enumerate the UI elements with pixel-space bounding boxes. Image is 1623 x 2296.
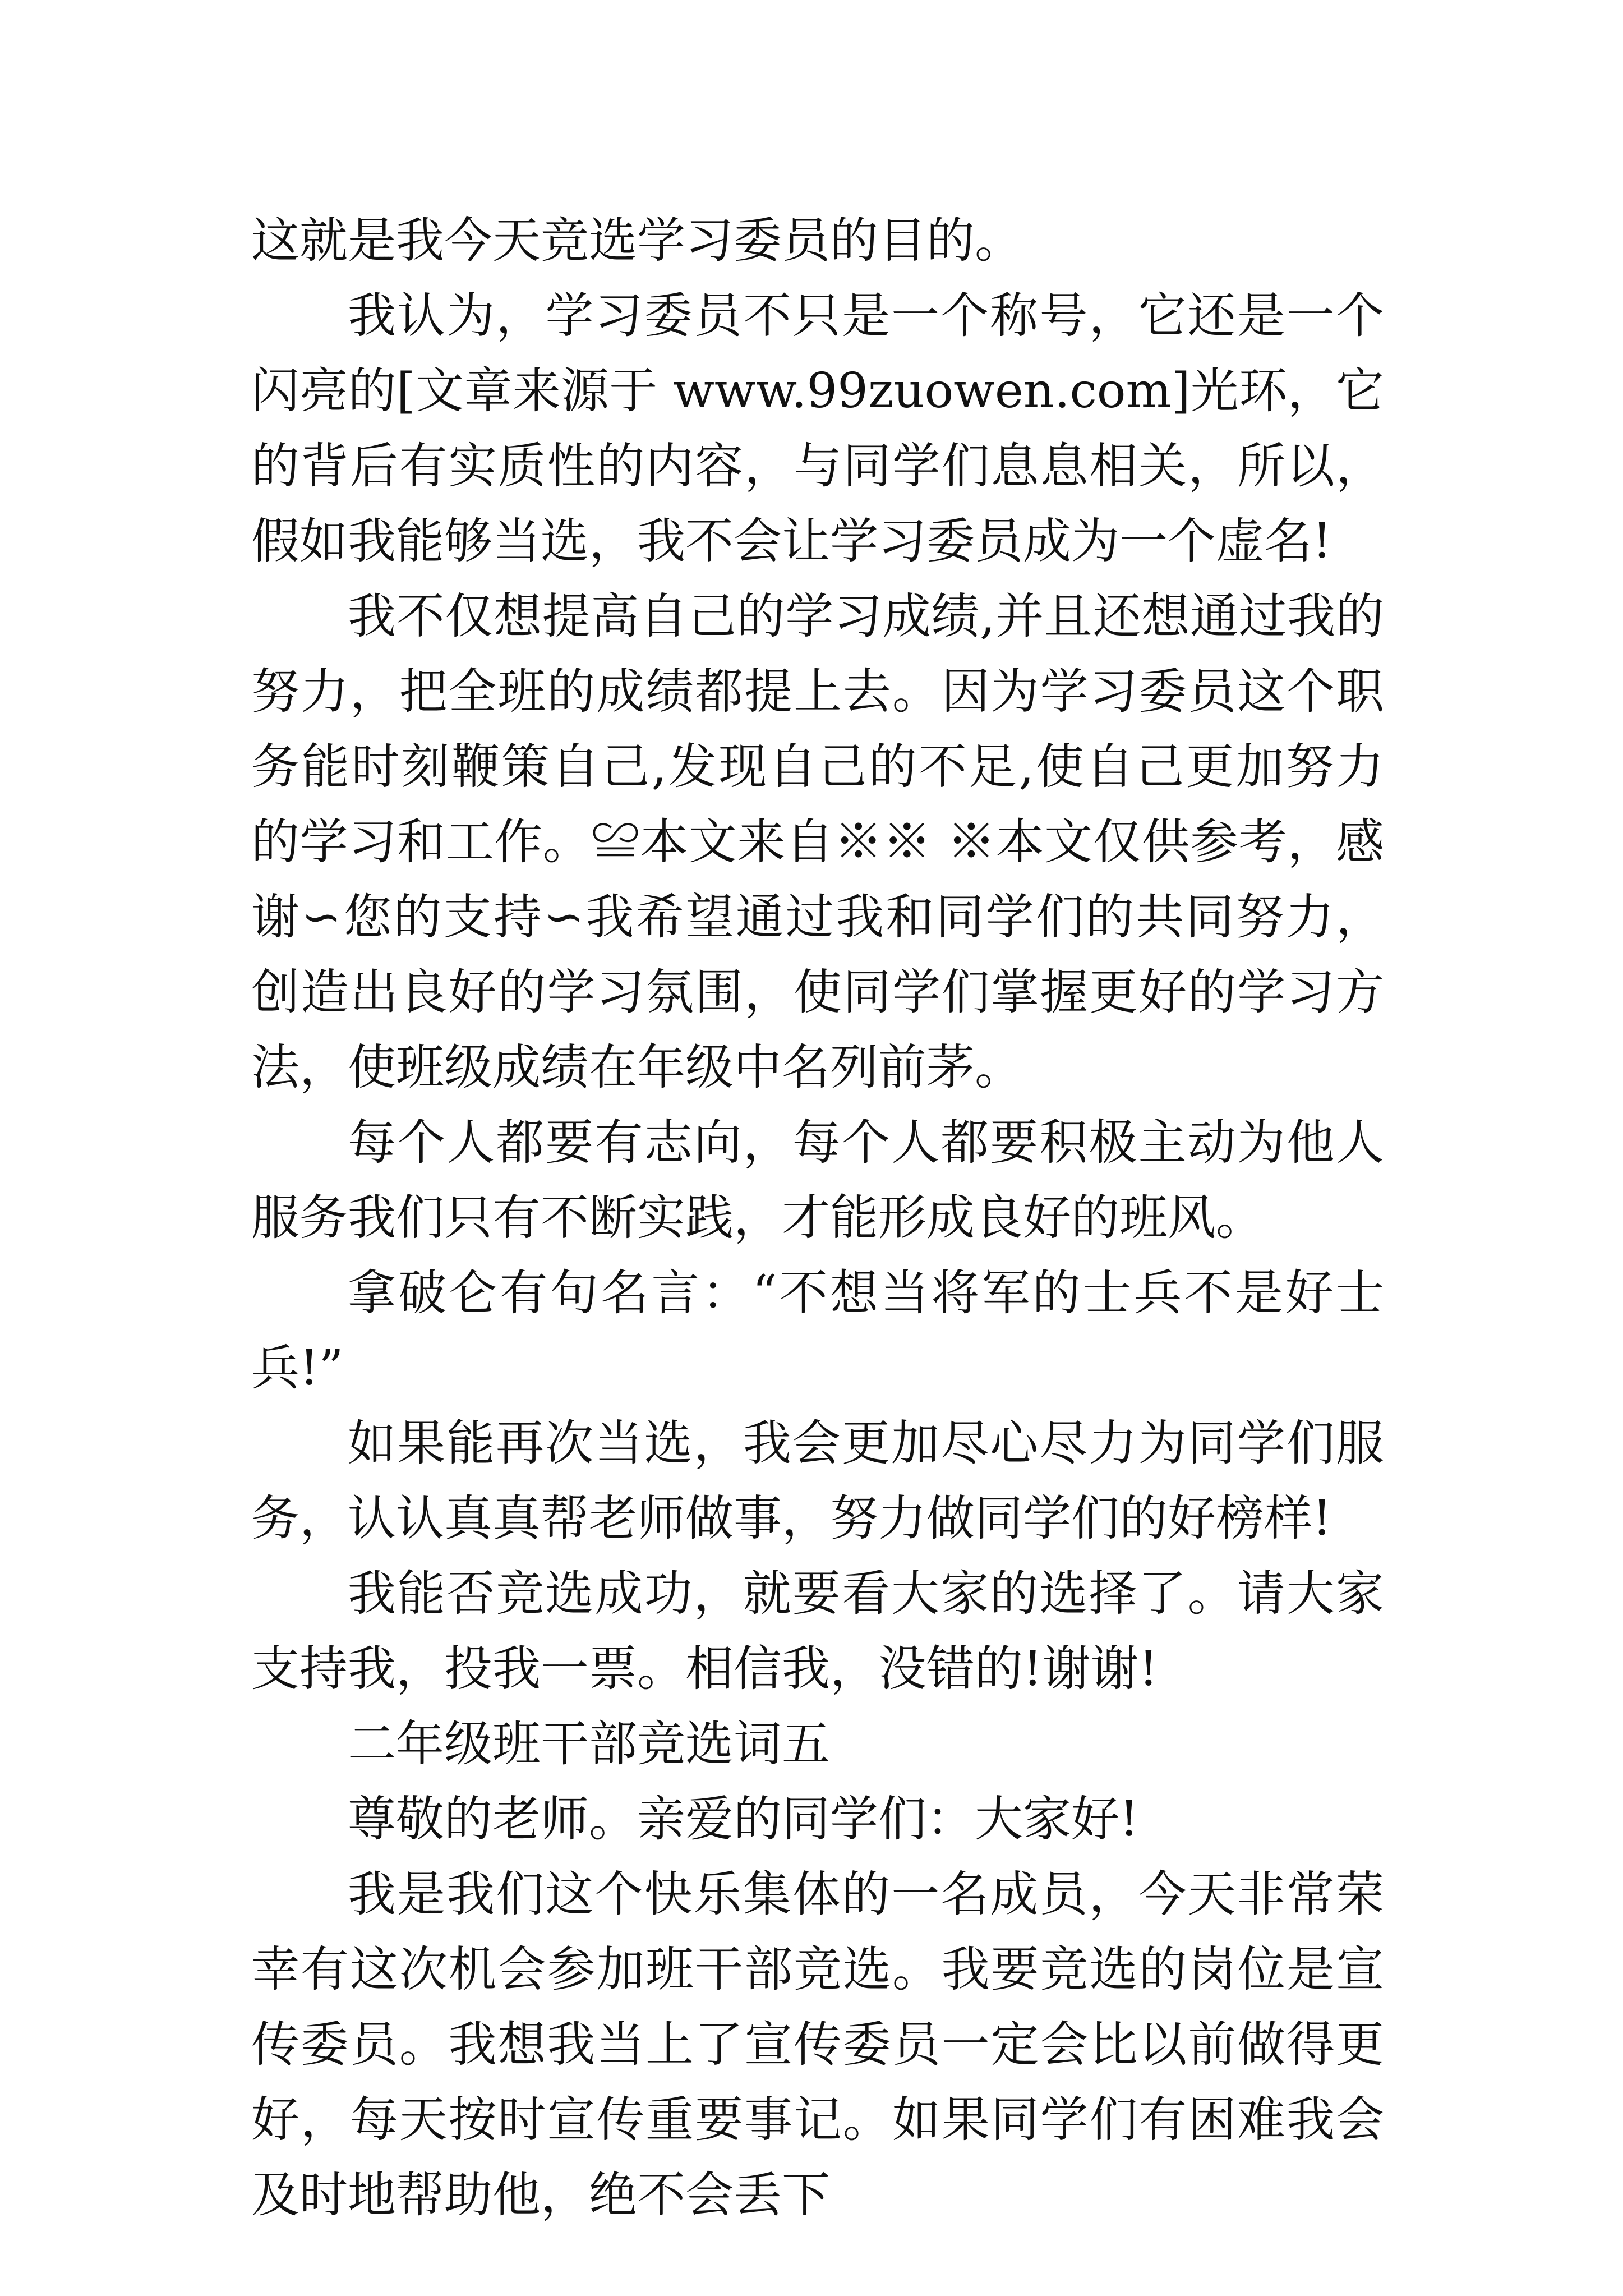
paragraph-quote: 拿破仑有句名言：“不想当将军的士兵不是好士兵!” [251,1265,1384,1396]
section-heading: 二年级班干部竞选词五 [348,1716,830,1772]
salutation: 尊敬的老师。亲爱的同学们：大家好! [348,1791,1139,1847]
paragraph: 我不仅想提高自己的学习成绩,并且还想通过我的努力，把全班的成绩都提上去。因为学习委员这个职务能时刻鞭策自己,发现自己的不足,使自己更加努力的学习和工作。≌本文来自※※ ※本文仅供参考，感谢∽您的支持∽我希望通过我和同学们的共同努力，创造出良好的学习氛围，使同学们掌握更好的学习方法，使班级成绩在年级中名列前茅。 [251,588,1384,1096]
paragraph: 我是我们这个快乐集体的一名成员，今天非常荣幸有这次机会参加班干部竞选。我要竞选的岗位是宣传委员。我想我当上了宣传委员一定会比以前做得更好，每天按时宣传重要事记。如果同学们有困难我会及时地帮助他，绝不会丢下 [251,1866,1384,2223]
paragraph: 如果能再次当选，我会更加尽心尽力为同学们服务，认认真真帮老师做事，努力做同学们的好榜样! [251,1415,1384,1547]
paragraph: 我能否竞选成功，就要看大家的选择了。请大家支持我，投我一票。相信我，没错的!谢谢! [251,1566,1384,1697]
document-body [251,203,1384,2233]
paragraph-continuation: 这就是我今天竞选学习委员的目的。 [251,213,1023,269]
paragraph: 每个人都要有志向，每个人都要积极主动为他人服务我们只有不断实践，才能形成良好的班风。 [251,1115,1384,1246]
paragraph: 我认为，学习委员不只是一个称号，它还是一个闪亮的[文章来源于 www.99zuowen.com]光环，它的背后有实质性的内容，与同学们息息相关，所以，假如我能够当选，我不会让学习委员成为一个虚名! [251,288,1384,569]
